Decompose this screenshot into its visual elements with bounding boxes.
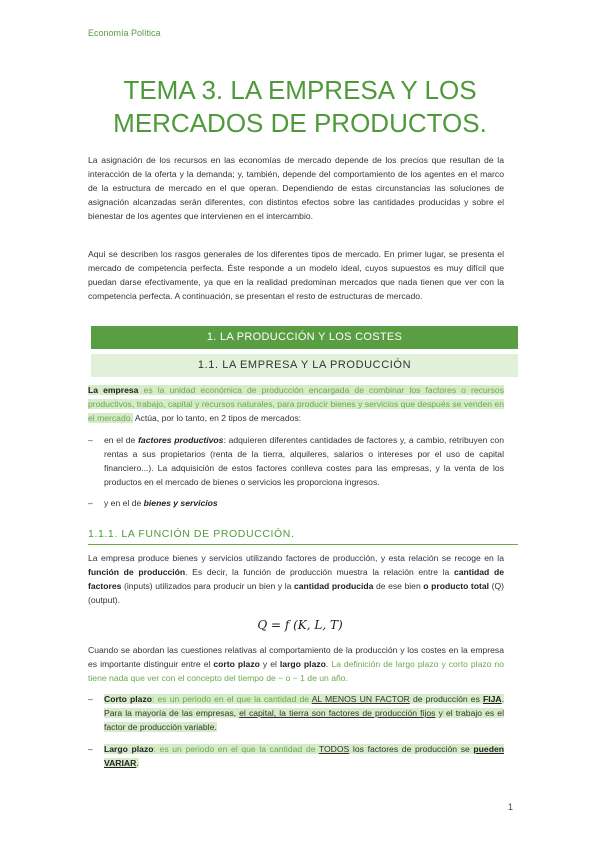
- list-item: – Corto plazo: es un periodo en el que la cantidad de AL MENOS UN FACTOR de producción es FIJA. Para la mayoría de las empresas, el capital, la tierra son factores de producción fijos y el trabajo es el factor de producción variable.: [88, 694, 505, 732]
- dash-marker: –: [88, 435, 93, 445]
- market-types-list: [88, 433, 504, 510]
- empresa-paragraph: [88, 383, 504, 425]
- plazos-note: La definición de largo plazo y corto plazo no tiene nada que ver con el concepto del tiempo de − o − 1 de un año.: [88, 659, 504, 683]
- bienes-term: bienes y servicios: [143, 498, 218, 508]
- plazo-definitions-list: [88, 692, 504, 770]
- corto-plazo-term: Corto plazo: [104, 694, 152, 704]
- plazos-paragraph: Cuando se abordan las cuestiones relativas al comportamiento de la producción y los costes en la empresa es importante distinguir entre el corto plazo y el largo plazo. La definición de largo plazo y corto plazo no tiene nada que ver con el concepto del tiempo de − o − 1 de un año.: [88, 645, 504, 683]
- funcion-paragraph: La empresa produce bienes y servicios utilizando factores de producción, y esta relación se recoge en la función de producción. Es decir, la función de producción muestra la relación entre la cantidad de factores (inputs) utilizados para producir un bien y la cantidad producida de ese bien o producto total (Q)(output).: [88, 553, 504, 605]
- section-heading-1-1: 1.1. LA EMPRESA Y LA PRODUCCIÓN: [91, 354, 518, 377]
- title-line-2: MERCADOS DE PRODUCTOS.: [113, 108, 487, 138]
- production-function-formula: Q = f (K, L, T): [257, 618, 343, 632]
- largo-plazo-term: Largo plazo: [104, 744, 154, 754]
- intro-paragraph-1: La asignación de los recursos en las economías de mercado depende de los precios que resultan de la interacción de la oferta y la demanda; y, también, depende del comportamiento de los agentes en el marco de la estructura de mercado en el que operan. Dependiendo de estas circunstancias las soluciones de asignación alcanzadas serán diferentes, con distintos efectos sobre las cantidades producidas y sobre el bienestar de los agentes que intervienen en el intercambio.: [88, 155, 504, 221]
- title-line-1: TEMA 3. LA EMPRESA Y LOS: [123, 75, 477, 105]
- empresa-definition: es la unidad económica de producción encargada de combinar los factores o recursos productivos, trabajo, capital y recursos naturales, para producir bienes y servicios que después se venden en el mercado.: [88, 385, 504, 423]
- page-number: 1: [508, 802, 514, 812]
- dash-marker: –: [88, 498, 93, 508]
- dash-marker: –: [88, 744, 93, 754]
- section-heading-1: 1. LA PRODUCCIÓN Y LOS COSTES: [91, 326, 518, 349]
- intro-paragraph-2: Aquí se describen los rasgos generales de los diferentes tipos de mercado. En primer lugar, se presenta el mercado de competencia perfecta. Éste responde a un modelo ideal, cuyos supuestos es muy difícil que puedan darse efectivamente, ya que en la realidad predominan mercados que nada tienen que ver con la competencia perfecta. A continuación, se presentan el resto de estructuras de mercado.: [88, 249, 504, 301]
- empresa-rest: Actúa, por lo tanto, en 2 tipos de mercados:: [132, 413, 302, 423]
- running-header: Economía Política: [88, 28, 161, 38]
- empresa-term: La empresa: [88, 385, 139, 395]
- dash-marker: –: [88, 694, 93, 704]
- list-item: – y en el de bienes y servicios: [88, 498, 218, 508]
- page-title: [60, 74, 540, 140]
- factores-term: factores productivos: [138, 435, 224, 445]
- section-heading-1-1-1: 1.1.1. LA FUNCIÓN DE PRODUCCIÓN.: [88, 528, 518, 545]
- list-item: – en el de factores productivos: adquieren diferentes cantidades de factores y, a cambio, retribuyen con rentas a sus propietarios (renta de la tierra, alquileres, salarios o intereses por el uso de capital financiero...). La adquisición de estos factores conlleva costes para las empresas, y la venta de los productos en el mercado de bienes o servicios les proporciona ingresos.: [88, 435, 504, 487]
- list-item: – Largo plazo: es un periodo en el que la cantidad de TODOS los factores de producción se pueden VARIAR.: [88, 744, 504, 768]
